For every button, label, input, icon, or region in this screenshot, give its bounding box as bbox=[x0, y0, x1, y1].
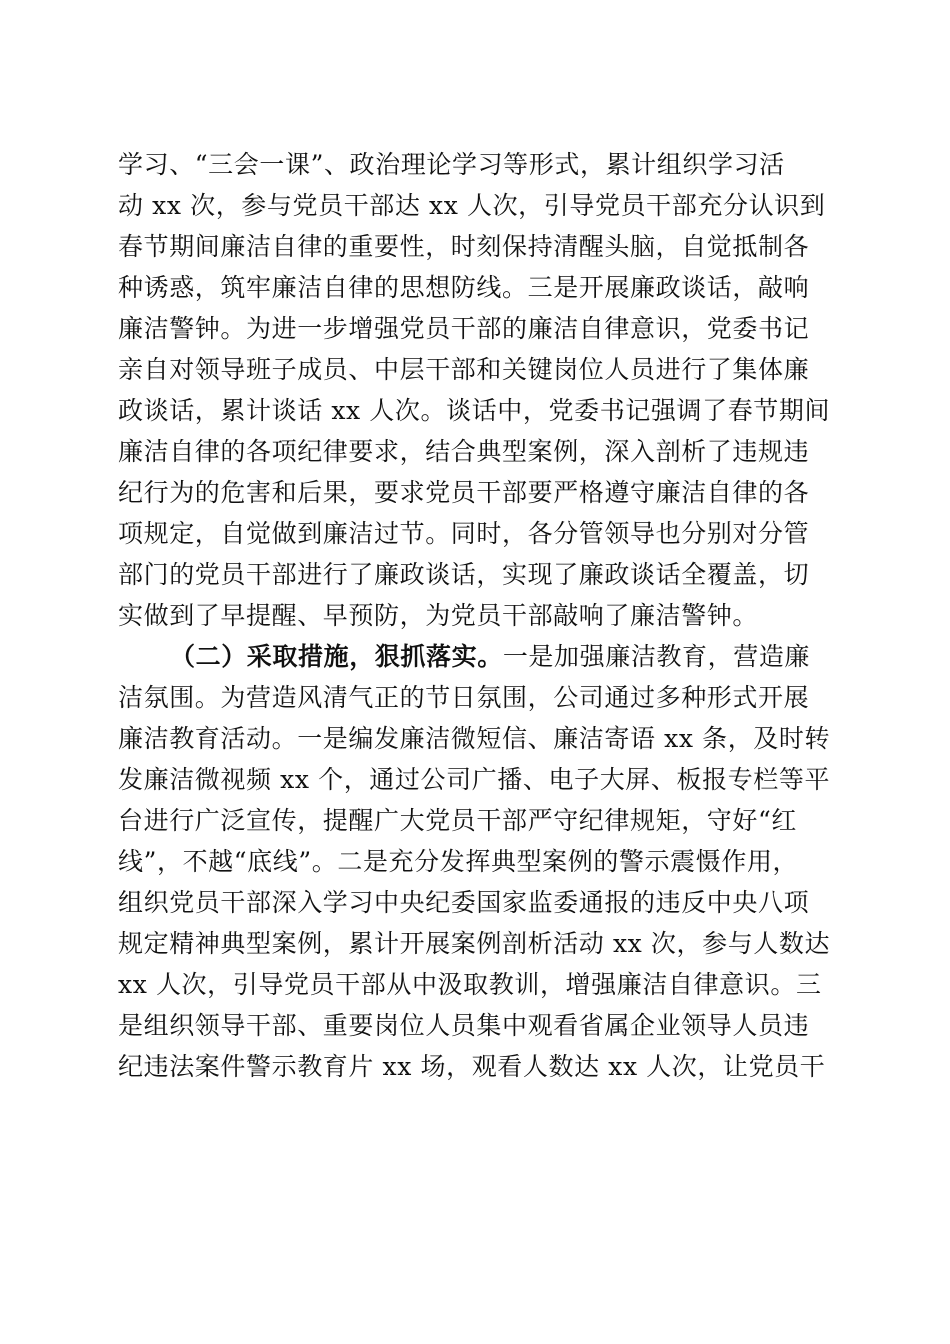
text-line: 廉洁自律的各项纪律要求，结合典型案例，深入剖析了违规违 bbox=[118, 437, 810, 466]
text-line: 廉洁教育活动。一是编发廉洁微短信、廉洁寄语 xx 条，及时转 bbox=[118, 724, 831, 753]
text-line: 学习、“三会一课”、政治理论学习等形式，累计组织学习活 bbox=[118, 150, 785, 179]
text-line: 发廉洁微视频 xx 个，通过公司广播、电子大屏、板报专栏等平 bbox=[118, 765, 831, 794]
text-line: 部门的党员干部进行了廉政谈话，实现了廉政谈话全覆盖，切 bbox=[118, 560, 810, 589]
text-line: 线”，不越“底线”。二是充分发挥典型案例的警示震慑作用， bbox=[118, 847, 799, 876]
section-first-line-text: 一是加强廉洁教育，营造廉 bbox=[502, 642, 811, 671]
text-line: 是组织领导干部、重要岗位人员集中观看省属企业领导人员违 bbox=[118, 1011, 810, 1040]
text-line: 组织党员干部深入学习中央纪委国家监委通报的违反中央八项 bbox=[118, 888, 810, 917]
text-line: 台进行广泛宣传，提醒广大党员干部严守纪律规矩，守好“红 bbox=[118, 806, 797, 835]
text-line: xx 人次，引导党员干部从中汲取教训，增强廉洁自律意识。三 bbox=[118, 970, 822, 999]
text-line: 政谈话，累计谈话 xx 人次。谈话中，党委书记强调了春节期间 bbox=[118, 396, 831, 425]
text-line: 纪行为的危害和后果，要求党员干部要严格遵守廉洁自律的各 bbox=[118, 478, 810, 507]
text-line: 洁氛围。为营造风清气正的节日氛围，公司通过多种形式开展 bbox=[118, 683, 810, 712]
text-line: 廉洁警钟。为进一步增强党员干部的廉洁自律意识，党委书记 bbox=[118, 314, 810, 343]
text-line: 纪违法案件警示教育片 xx 场，观看人数达 xx 人次，让党员干 bbox=[118, 1052, 826, 1081]
text-line: 种诱惑，筑牢廉洁自律的思想防线。三是开展廉政谈话，敲响 bbox=[118, 273, 810, 302]
body-text bbox=[118, 144, 838, 1087]
text-line: 项规定，自觉做到廉洁过节。同时，各分管领导也分别对分管 bbox=[118, 519, 810, 548]
text-line: 春节期间廉洁自律的重要性，时刻保持清醒头脑，自觉抵制各 bbox=[118, 232, 810, 261]
section-first-line bbox=[118, 636, 838, 677]
text-line: 实做到了早提醒、早预防，为党员干部敲响了廉洁警钟。 bbox=[118, 601, 759, 630]
text-line: 亲自对领导班子成员、中层干部和关键岗位人员进行了集体廉 bbox=[118, 355, 810, 384]
text-line: 动 xx 次，参与党员干部达 xx 人次，引导党员干部充分认识到 bbox=[118, 191, 826, 220]
section-heading: （二）采取措施，狠抓落实。 bbox=[170, 642, 503, 671]
text-line: 规定精神典型案例，累计开展案例剖析活动 xx 次，参与人数达 bbox=[118, 929, 831, 958]
